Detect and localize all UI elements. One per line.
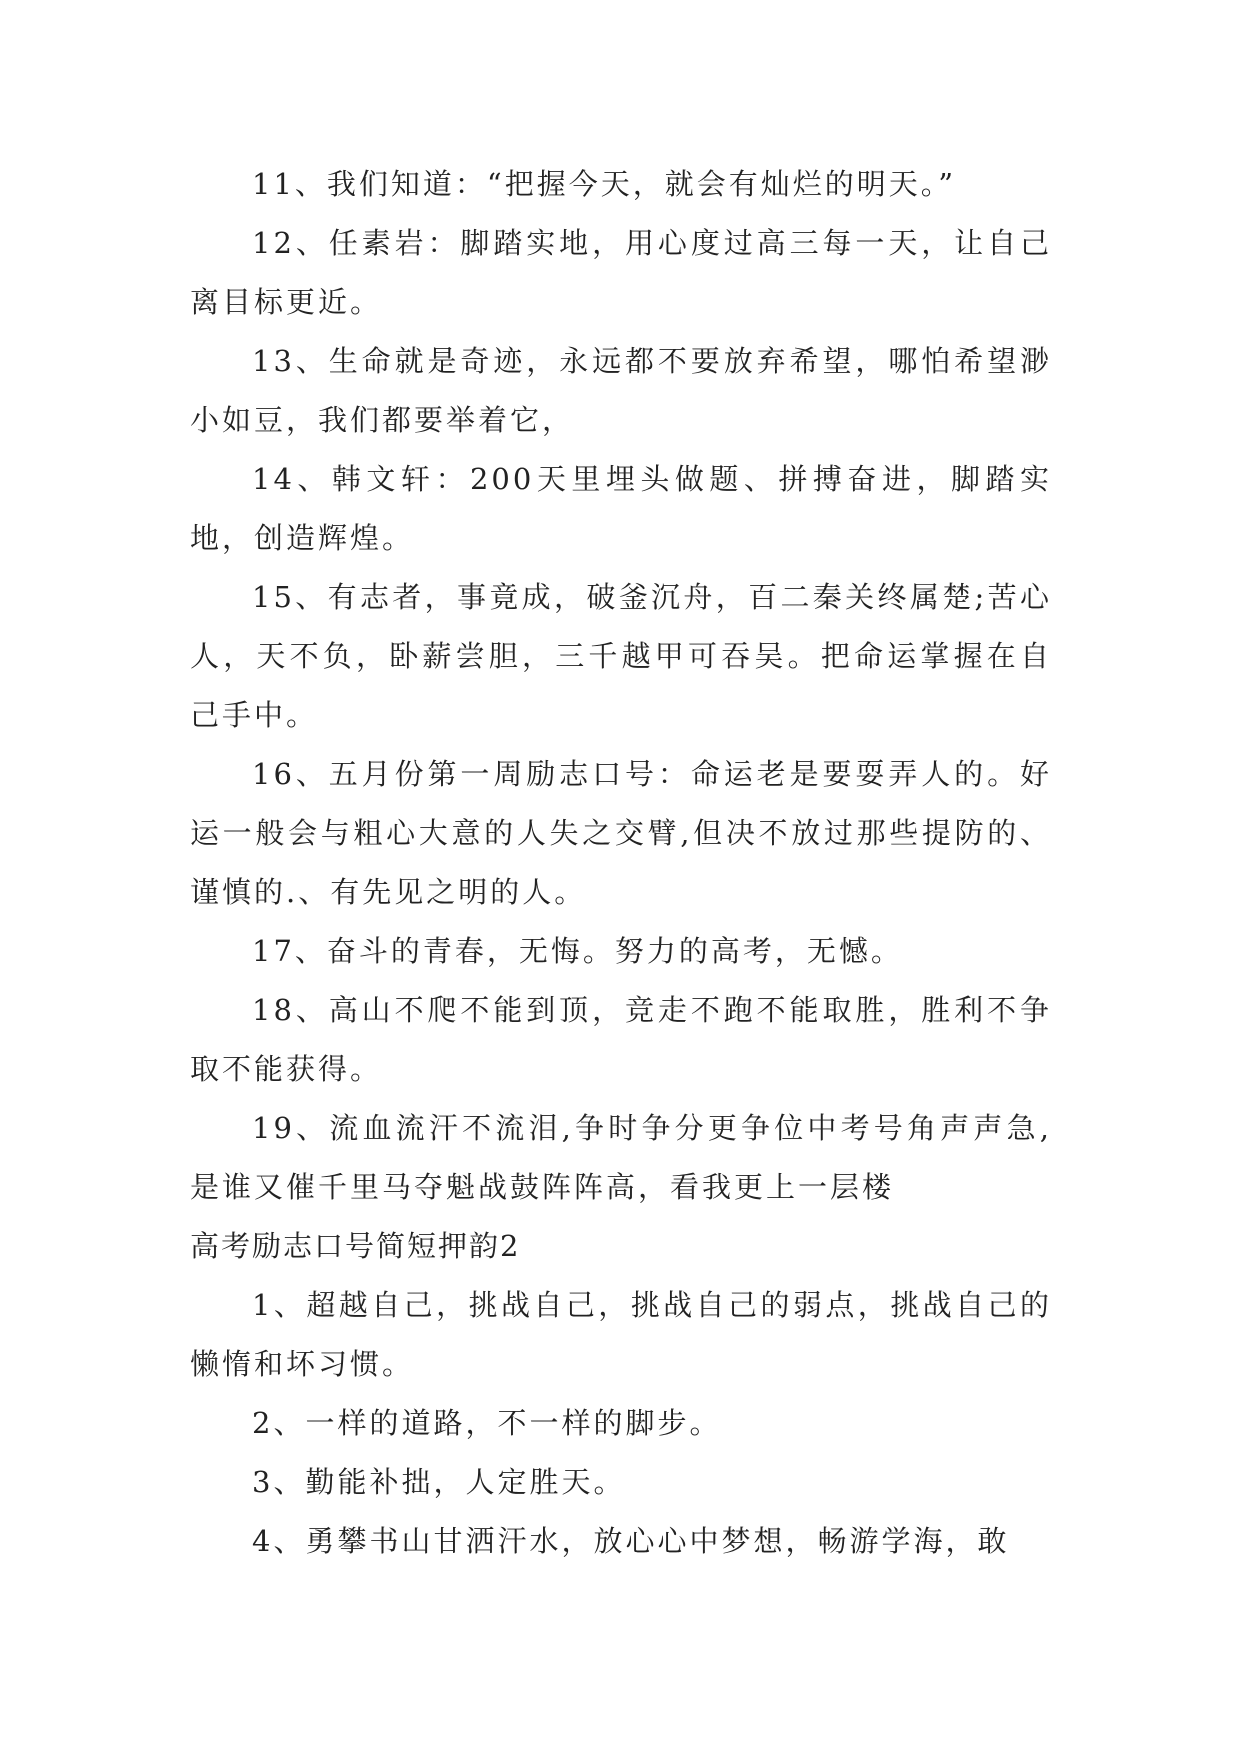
paragraph-item-3: 3、勤能补拙，人定胜天。 [252,1465,626,1499]
paragraph-item-15: 15、有志者，事竟成，破釜沉舟，百二秦关终属楚;苦心人，天不负，卧薪尝胆，三千越甲可吞吴。把命运掌握在自己手中。 [190,580,1052,732]
paragraph-item-14: 14、韩文轩：200天里埋头做题、拼搏奋进，脚踏实地，创造辉煌。 [190,462,1052,555]
section-heading: 高考励志口号简短押韵2 [190,1229,521,1263]
paragraph-item-19: 19、流血流汗不流泪,争时争分更争位中考号角声声急,是谁又催千里马夺魁战鼓阵阵高，看我更上一层楼 [190,1111,1052,1204]
paragraph-item-18: 18、高山不爬不能到顶，竞走不跑不能取胜，胜利不争取不能获得。 [190,993,1052,1086]
paragraph-item-1: 1、超越自己，挑战自己，挑战自己的弱点，挑战自己的懒惰和坏习惯。 [190,1288,1052,1381]
paragraph-item-17: 17、奋斗的青春，无悔。努力的高考，无憾。 [252,934,903,968]
document-page [190,155,1052,1571]
paragraph-item-12: 12、任素岩：脚踏实地，用心度过高三每一天，让自己离目标更近。 [190,226,1052,319]
paragraph-item-4: 4、勇攀书山甘洒汗水，放心心中梦想，畅游学海，敢 [252,1524,1010,1558]
paragraph-item-16: 16、五月份第一周励志口号：命运老是要耍弄人的。好运一般会与粗心大意的人失之交臂,但决不放过那些提防的、谨慎的.、有先见之明的人。 [190,757,1052,909]
paragraph-item-2: 2、一样的道路，不一样的脚步。 [252,1406,722,1440]
paragraph-item-13: 13、生命就是奇迹，永远都不要放弃希望，哪怕希望渺小如豆，我们都要举着它， [190,344,1052,437]
paragraph-item-11: 11、我们知道：“把握今天，就会有灿烂的明天。” [252,167,957,201]
